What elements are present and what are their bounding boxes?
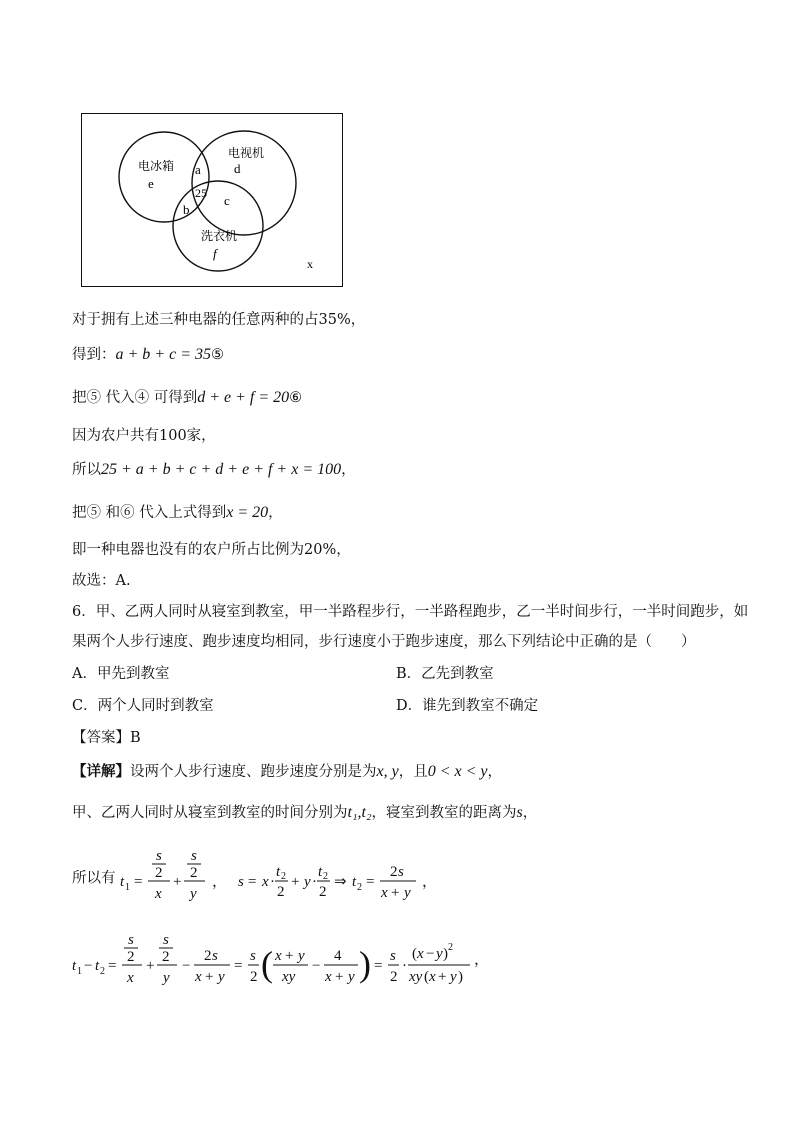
svg-text:=: = bbox=[248, 874, 257, 890]
svg-text:+: + bbox=[205, 969, 214, 985]
svg-text:y: y bbox=[304, 874, 311, 890]
svg-text:+: + bbox=[285, 948, 294, 964]
svg-text:=: = bbox=[234, 958, 243, 974]
svg-text:y: y bbox=[436, 946, 443, 962]
venn-outside-x: x bbox=[307, 257, 313, 271]
svg-text:2: 2 bbox=[204, 948, 212, 964]
svg-text:t: t bbox=[318, 864, 323, 880]
svg-text:2: 2 bbox=[390, 969, 398, 985]
formula-line-1 bbox=[72, 846, 450, 908]
svg-text:): ) bbox=[458, 969, 463, 985]
svg-text:2: 2 bbox=[190, 865, 198, 881]
svg-text:+: + bbox=[291, 874, 300, 890]
svg-text:x: x bbox=[417, 946, 424, 962]
svg-text:2: 2 bbox=[281, 871, 287, 882]
option-a: A．甲先到教室 bbox=[72, 666, 170, 682]
svg-text:s: s bbox=[238, 874, 244, 890]
svg-text:x: x bbox=[325, 969, 332, 985]
text-line-4: 因为农户共有100家， bbox=[72, 428, 216, 444]
svg-text:⇒: ⇒ bbox=[334, 874, 347, 890]
venn-var-d: d bbox=[234, 161, 241, 176]
punct: ， bbox=[474, 950, 490, 968]
text-line-6-label: 把⑤ 和⑥ 代入上式得到 bbox=[72, 505, 227, 521]
text-line-3 bbox=[72, 388, 302, 408]
svg-text:x: x bbox=[275, 948, 282, 964]
option-d: D．谁先到教室不确定 bbox=[396, 698, 539, 714]
svg-text:=: = bbox=[374, 958, 383, 974]
text-line-2 bbox=[72, 345, 224, 365]
punct: ， bbox=[268, 505, 283, 521]
time-vars: t₁,t₂ bbox=[347, 804, 372, 821]
svg-text:y: y bbox=[404, 885, 411, 901]
svg-text:x: x bbox=[262, 874, 269, 890]
venn-var-f: f bbox=[213, 246, 217, 261]
svg-text:−: − bbox=[84, 958, 93, 974]
detail-text: 设两个人步行速度、跑步速度分别是为 bbox=[130, 764, 377, 780]
svg-text:2: 2 bbox=[127, 949, 135, 965]
distance-var: s bbox=[516, 804, 523, 821]
svg-text:=: = bbox=[134, 874, 143, 890]
svg-text:=: = bbox=[366, 874, 375, 890]
svg-text:t: t bbox=[120, 874, 125, 890]
svg-text:(: ( bbox=[412, 946, 417, 962]
svg-text:): ) bbox=[359, 944, 371, 984]
venn-region-c: c bbox=[224, 193, 230, 208]
formula-t1-t2 bbox=[120, 846, 450, 908]
equation-abc: a + b + c = 35 bbox=[115, 346, 211, 363]
svg-text:xy: xy bbox=[409, 969, 423, 985]
time-line bbox=[72, 803, 537, 823]
time-text: 甲、乙两人同时从寝室到教室的时间分别为 bbox=[72, 805, 348, 821]
svg-text:t: t bbox=[276, 864, 281, 880]
punct: ， bbox=[341, 462, 356, 478]
svg-text:y: y bbox=[298, 948, 305, 964]
svg-text:1: 1 bbox=[77, 966, 82, 977]
venn-label-tv: 电视机 bbox=[228, 146, 265, 160]
svg-text:x: x bbox=[429, 969, 436, 985]
mark-5: ⑤ bbox=[211, 347, 224, 363]
svg-text:1: 1 bbox=[125, 882, 131, 893]
svg-text:+: + bbox=[146, 958, 155, 974]
venn-circle-fridge bbox=[119, 132, 209, 222]
detail-label: 【详解】 bbox=[72, 763, 130, 780]
svg-text:(: ( bbox=[261, 944, 273, 984]
svg-text:·: · bbox=[312, 874, 318, 890]
venn-var-e: e bbox=[148, 176, 154, 191]
svg-text:2: 2 bbox=[390, 864, 398, 880]
text-line-5-label: 所以 bbox=[72, 462, 101, 478]
text-line-5 bbox=[72, 460, 356, 480]
svg-text:y: y bbox=[190, 886, 197, 902]
svg-text:x: x bbox=[155, 886, 162, 902]
svg-text:+: + bbox=[173, 874, 182, 890]
text-line-8: 故选：A. bbox=[72, 573, 131, 589]
svg-text:): ) bbox=[443, 946, 448, 962]
option-c: C．两个人同时到教室 bbox=[72, 698, 214, 714]
svg-text:+: + bbox=[438, 969, 447, 985]
svg-text:−: − bbox=[426, 946, 435, 962]
svg-text:s: s bbox=[398, 864, 404, 880]
svg-text:s: s bbox=[191, 848, 197, 864]
equation-def: d + e + f = 20 bbox=[197, 389, 290, 406]
svg-text:x: x bbox=[127, 970, 134, 986]
svg-text:，: ， bbox=[212, 874, 228, 890]
svg-text:2: 2 bbox=[100, 966, 105, 977]
svg-text:s: s bbox=[250, 948, 256, 964]
svg-text:s: s bbox=[212, 948, 218, 964]
venn-region-center: 25 bbox=[195, 186, 207, 200]
svg-text:(: ( bbox=[424, 969, 429, 985]
svg-text:·: · bbox=[270, 874, 276, 890]
time-mid: ，寝室到教室的距离为 bbox=[371, 805, 517, 821]
venn-region-a: a bbox=[195, 162, 201, 177]
svg-text:x: x bbox=[381, 885, 388, 901]
answer-label: 【答案】B bbox=[72, 730, 141, 746]
svg-text:y: y bbox=[450, 969, 457, 985]
svg-text:4: 4 bbox=[334, 948, 342, 964]
punct: ， bbox=[522, 805, 538, 821]
option-b: B．乙先到教室 bbox=[396, 666, 494, 682]
text-line-1: 对于拥有上述三种电器的任意两种的占35%， bbox=[72, 312, 366, 328]
text-line-2-label: 得到： bbox=[72, 347, 116, 363]
svg-text:·: · bbox=[402, 958, 407, 974]
detail-line bbox=[72, 762, 502, 782]
svg-text:2: 2 bbox=[250, 969, 258, 985]
mark-6: ⑥ bbox=[289, 390, 303, 406]
svg-text:2: 2 bbox=[319, 884, 327, 900]
venn-label-washer: 洗衣机 bbox=[201, 229, 238, 243]
svg-text:t: t bbox=[95, 958, 100, 974]
svg-text:2: 2 bbox=[162, 949, 170, 965]
formula-line-2 bbox=[72, 930, 490, 996]
svg-text:2: 2 bbox=[323, 871, 329, 882]
svg-text:=: = bbox=[108, 958, 117, 974]
svg-text:2: 2 bbox=[277, 884, 285, 900]
question-line-2: 果两个人步行速度、跑步速度均相同，步行速度小于跑步速度，那么下列结论中正确的是（ ） bbox=[72, 634, 696, 650]
text-line-6 bbox=[72, 503, 283, 523]
svg-text:x: x bbox=[195, 969, 202, 985]
svg-text:t: t bbox=[352, 874, 357, 890]
svg-text:s: s bbox=[390, 948, 396, 964]
detail-vars: x, y bbox=[376, 763, 399, 780]
svg-text:−: − bbox=[312, 958, 321, 974]
text-line-7: 即一种电器也没有的农户所占比例为20%， bbox=[72, 542, 351, 558]
detail-inequality: 0 < x < y bbox=[427, 763, 488, 780]
question-line-1: 6．甲、乙两人同时从寝室到教室，甲一半路程步行，一半路程跑步，乙一半时间步行，一半时间跑步，如 bbox=[72, 604, 749, 620]
punct: ， bbox=[487, 764, 502, 780]
svg-text:t: t bbox=[72, 958, 77, 974]
svg-text:y: y bbox=[163, 970, 170, 986]
equation-x: x = 20 bbox=[226, 504, 269, 521]
venn-label-fridge: 电冰箱 bbox=[138, 159, 175, 173]
svg-text:y: y bbox=[218, 969, 225, 985]
text-line-3-label: 把⑤ 代入④ 可得到 bbox=[72, 390, 198, 406]
svg-text:y: y bbox=[348, 969, 355, 985]
venn-diagram bbox=[81, 113, 343, 287]
svg-text:xy: xy bbox=[282, 969, 296, 985]
venn-circle-washer bbox=[173, 181, 263, 271]
svg-text:+: + bbox=[391, 885, 400, 901]
venn-frame bbox=[82, 114, 343, 287]
svg-text:s: s bbox=[156, 848, 162, 864]
venn-region-b: b bbox=[183, 202, 190, 217]
svg-text:，: ， bbox=[422, 874, 438, 890]
svg-text:s: s bbox=[163, 932, 169, 948]
equation-total: 25 + a + b + c + d + e + f + x = 100 bbox=[101, 461, 342, 478]
so-text: 所以有 bbox=[72, 870, 116, 887]
svg-text:2: 2 bbox=[155, 865, 163, 881]
svg-text:s: s bbox=[128, 932, 134, 948]
svg-text:2: 2 bbox=[448, 942, 453, 953]
svg-text:2: 2 bbox=[357, 882, 363, 893]
svg-text:+: + bbox=[335, 969, 344, 985]
formula-difference bbox=[72, 930, 472, 992]
detail-mid: ，且 bbox=[398, 764, 428, 780]
svg-text:−: − bbox=[182, 958, 191, 974]
